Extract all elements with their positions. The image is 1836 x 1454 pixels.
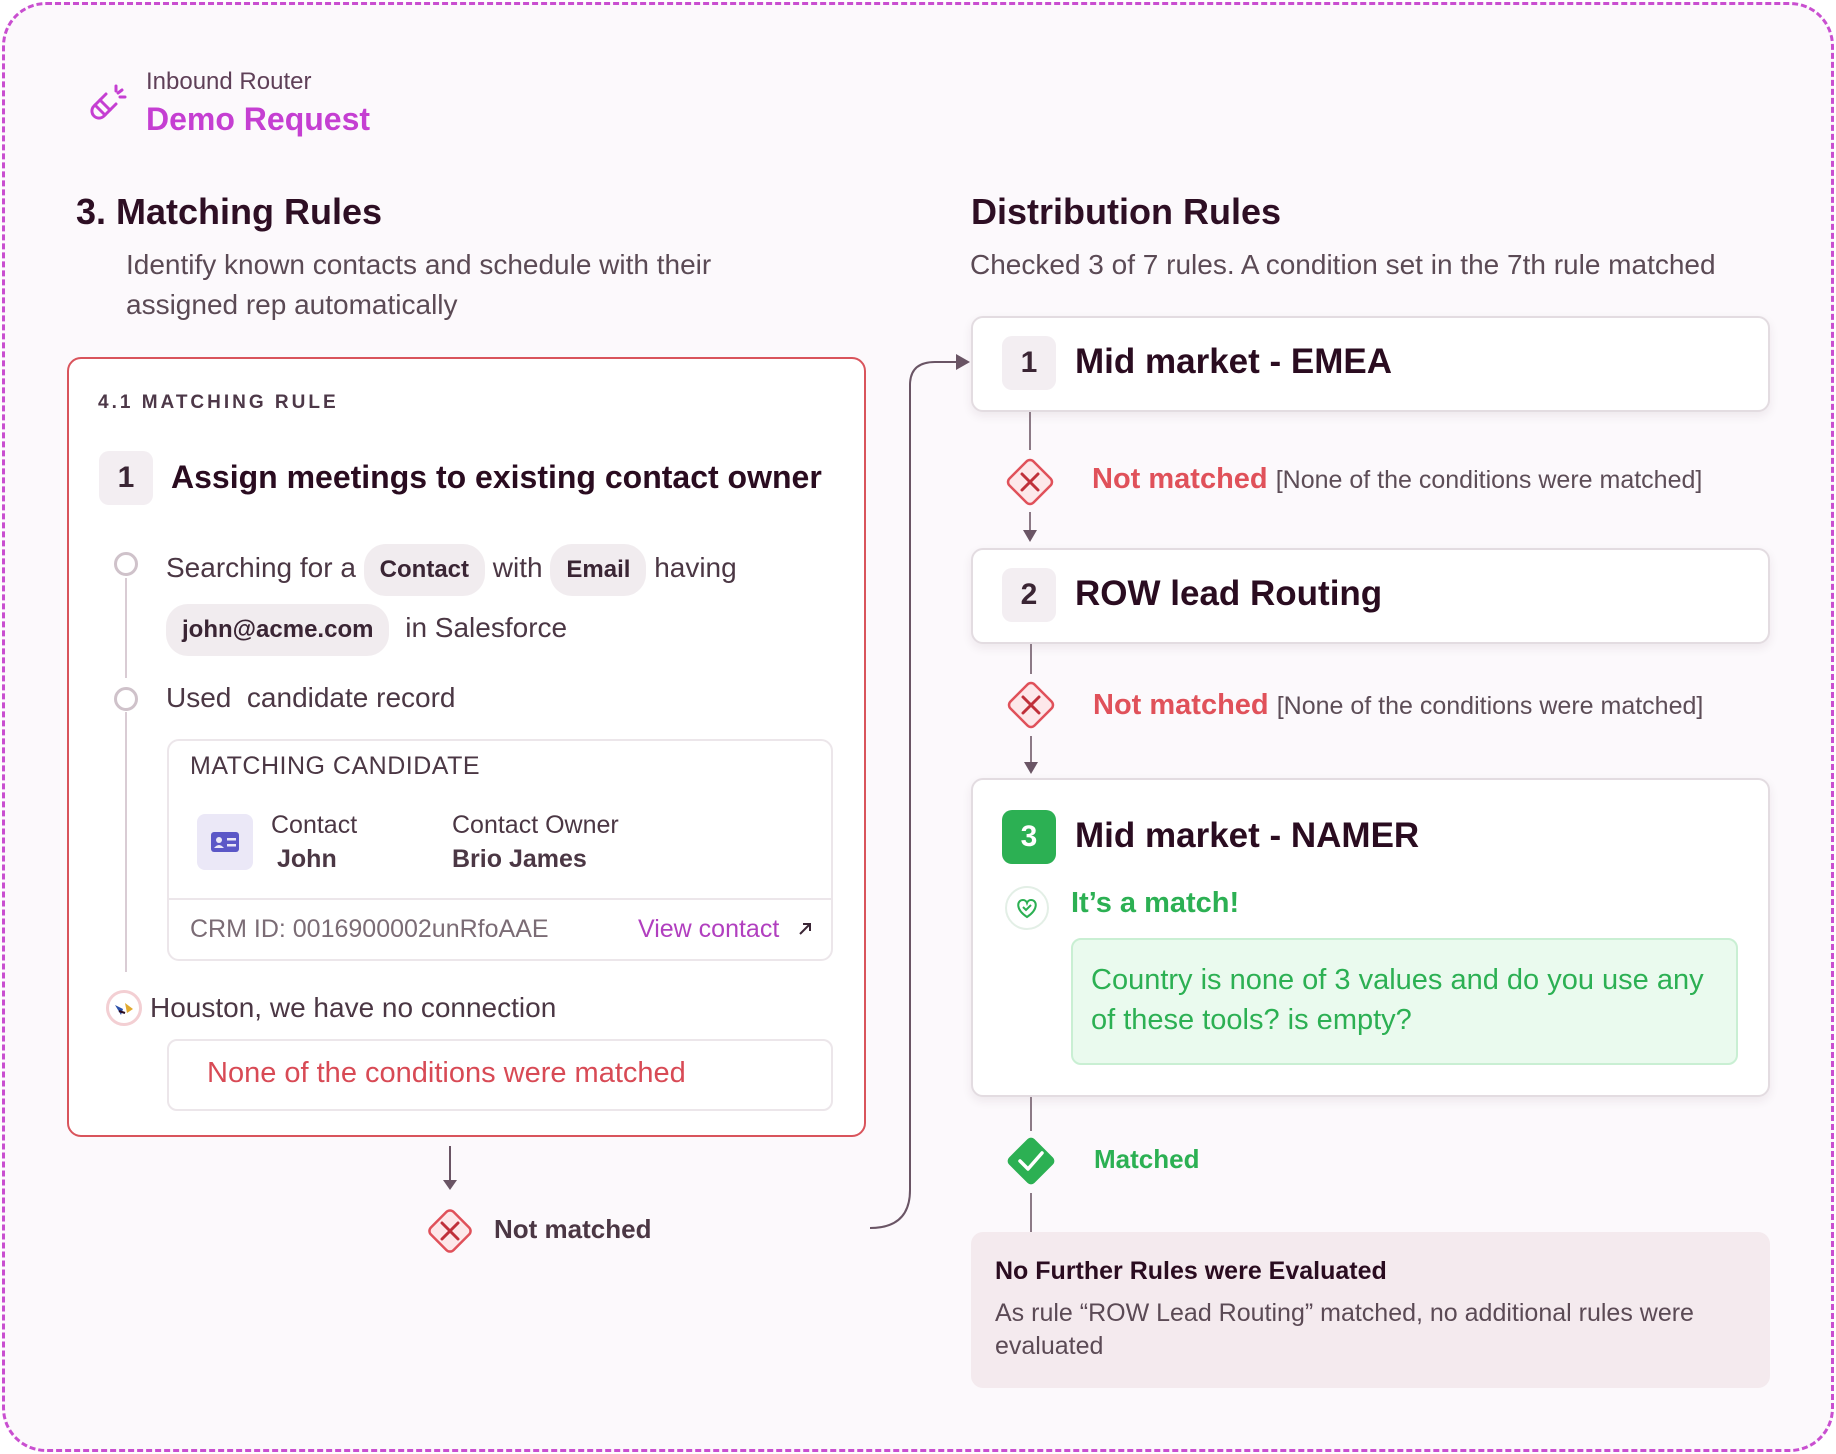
match-condition: Country is none of 3 values and do you use any of these tools? is empty?	[1071, 938, 1738, 1065]
down-arrow-icon	[1021, 512, 1039, 546]
search-description: Searching for a Contact with Email having	[166, 544, 737, 596]
match-title: It’s a match!	[1071, 887, 1240, 919]
view-contact-link[interactable]: View contact	[638, 915, 814, 944]
matching-rules-title: 3. Matching Rules	[76, 191, 383, 232]
used-candidate-text: Used candidate record	[166, 682, 456, 713]
not-matched-diamond-icon	[1000, 674, 1062, 741]
object-pill: Contact	[364, 544, 485, 596]
rule-number-badge: 1	[1002, 336, 1056, 390]
timeline-step-dot	[114, 687, 138, 711]
rule-number-badge: 1	[99, 451, 153, 505]
rule-status-matched: Matched	[1094, 1144, 1200, 1174]
router-subtitle: Inbound Router	[146, 68, 312, 95]
distribution-rule-name: Mid market - EMEA	[1075, 342, 1392, 381]
contact-owner-value: Brio James	[452, 845, 587, 873]
search-value-row: john@acme.com in Salesforce	[166, 604, 567, 656]
distribution-rules-description: Checked 3 of 7 rules. A condition set in the 7th rule matched	[970, 249, 1716, 280]
contact-value: John	[277, 845, 337, 873]
matching-result-label: Not matched	[494, 1214, 652, 1244]
contact-card-icon	[197, 814, 253, 870]
flow-line	[1030, 1193, 1032, 1232]
router-title[interactable]: Demo Request	[146, 101, 371, 137]
distribution-rule-name: ROW lead Routing	[1075, 574, 1383, 613]
connection-error-icon	[106, 990, 142, 1026]
matching-rules-description: Identify known contacts and schedule with their assigned rep automatically	[126, 249, 712, 320]
email-value-pill: john@acme.com	[166, 604, 389, 656]
no-further-rules-title: No Further Rules were Evaluated	[995, 1257, 1387, 1285]
no-further-rules-description: As rule “ROW Lead Routing” matched, no additional rules were evaluated	[995, 1299, 1694, 1360]
conditions-failed-text: None of the conditions were matched	[207, 1057, 686, 1089]
down-arrow-icon	[1022, 736, 1040, 778]
matching-rule-name[interactable]: Assign meetings to existing contact owner	[171, 459, 822, 495]
timeline-line	[125, 712, 127, 972]
flow-connector	[860, 340, 980, 1240]
candidate-divider	[169, 898, 831, 900]
rule-number-badge: 2	[1002, 568, 1056, 622]
distribution-rule-name: Mid market - NAMER	[1075, 816, 1420, 855]
matched-diamond-icon	[998, 1128, 1064, 1199]
not-matched-diamond-icon	[421, 1202, 479, 1265]
down-arrow-icon	[440, 1146, 460, 1196]
rule-status: Not matched [None of the conditions were matched]	[1092, 463, 1703, 495]
distribution-rules-title: Distribution Rules	[971, 191, 1282, 232]
rule-status: Not matched [None of the conditions were matched]	[1093, 689, 1704, 721]
timeline-line	[125, 578, 127, 678]
heart-check-icon	[1005, 886, 1049, 930]
flow-line	[1029, 412, 1031, 450]
flow-line	[1030, 644, 1032, 674]
not-matched-diamond-icon	[999, 451, 1061, 518]
contact-label: Contact	[271, 811, 358, 839]
matching-candidate-title: MATCHING CANDIDATE	[190, 752, 481, 780]
external-link-icon	[796, 920, 814, 938]
timeline-step-dot	[114, 552, 138, 576]
matching-rule-label: 4.1 MATCHING RULE	[98, 392, 339, 413]
houston-message: Houston, we have no connection	[150, 992, 557, 1023]
field-pill: Email	[550, 544, 646, 596]
crm-id: CRM ID: 0016900002unRfoAAE	[190, 915, 549, 943]
magnet-icon	[86, 80, 130, 124]
rule-number-badge-matched: 3	[1002, 810, 1056, 864]
flow-line	[1030, 1097, 1032, 1131]
contact-owner-label: Contact Owner	[452, 811, 619, 839]
